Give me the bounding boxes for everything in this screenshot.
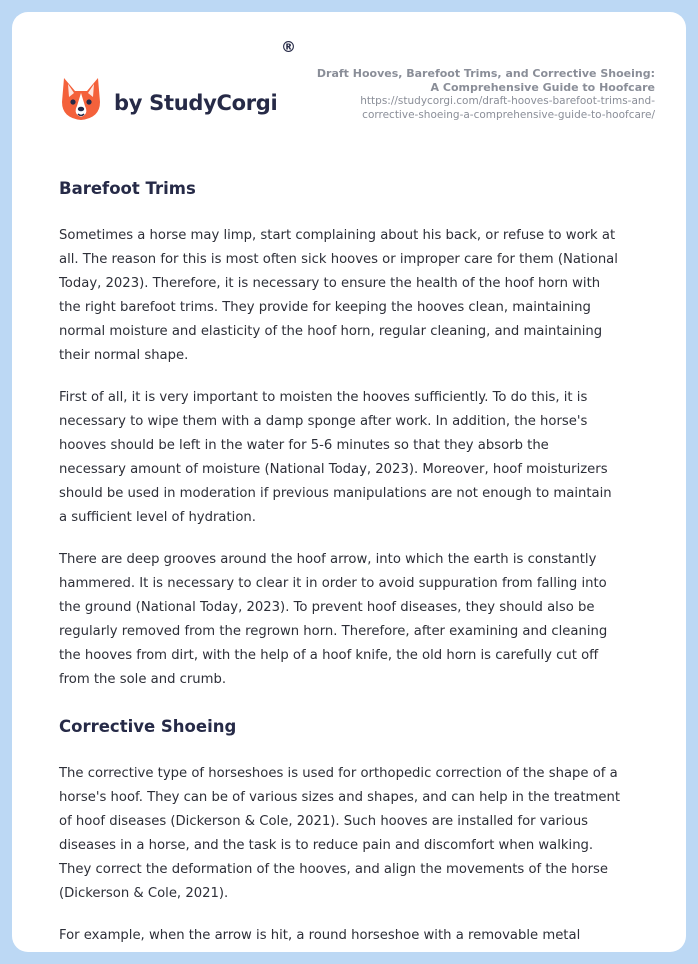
- paragraph: The corrective type of horseshoes is used for orthopedic correction of the shape of a horse's hoof. They can be of various sizes and shapes, and can help in the treatment of hoof diseases (Dickerson & Cole, 2021). Such hooves are installed for various diseases in a horse, and the task is to reduce pain and discomfort when walking. They correct the deformation of the hooves, and align the movements of the horse (Dickerson & Cole, 2021).: [59, 766, 620, 901]
- page-header: [12, 12, 686, 152]
- paragraph: There are deep grooves around the hoof arrow, into which the earth is constantly hammered. It is necessary to clear it in order to avoid suppuration from falling into the ground (National Today, 2023). To prevent hoof diseases, they should also be regularly removed from the regrown horn. Therefore, after examining and cleaning the hooves from dirt, with the help of a hoof knife, the old horn is carefully cut off from the sole and crumb.: [59, 552, 608, 687]
- document-title: Draft Hooves, Barefoot Trims, and Corrective Shoeing: A Comprehensive Guide to Hoofcare: [316, 67, 655, 94]
- studycorgi-logo[interactable]: [60, 76, 277, 122]
- article-body: [59, 172, 657, 952]
- paragraph: First of all, it is very important to moisten the hooves sufficiently. To do this, it is necessary to wipe them with a damp sponge after work. In addition, the horse's hooves should be left in the water for 5-6 minutes so that they absorb the necessary amount of moisture (National Today, 2023). Moreover, hoof moisturizers should be used in moderation if previous manipulations are not enough to maintain a sufficient level of hydration.: [59, 390, 612, 525]
- section-heading-barefoot-trims: Barefoot Trims: [59, 179, 196, 198]
- paragraph: Sometimes a horse may limp, start complaining about his back, or refuse to work at all. The reason for this is most often sick hooves or improper care for them (National Today, 2023). Therefore, it is necessary to ensure the health of the hoof horn with the right barefoot trims. They provide for keeping the hooves clean, maintaining normal moisture and elasticity of the hoof horn, regular cleaning, and maintaining their normal shape.: [59, 228, 618, 363]
- registered-mark: ®: [281, 38, 296, 56]
- document-page: [12, 12, 686, 952]
- paragraph: For example, when the arrow is hit, a round horseshoe with a removable metal: [59, 928, 581, 943]
- document-meta: [310, 67, 655, 122]
- brand-name: by StudyCorgi: [114, 91, 278, 115]
- document-url[interactable]: https://studycorgi.com/draft-hooves-barefoot-trims-and-corrective-shoeing-a-comprehensive-guide-to-hoofcare/: [360, 95, 655, 121]
- corgi-icon: [60, 76, 102, 122]
- section-heading-corrective-shoeing: Corrective Shoeing: [59, 717, 237, 736]
